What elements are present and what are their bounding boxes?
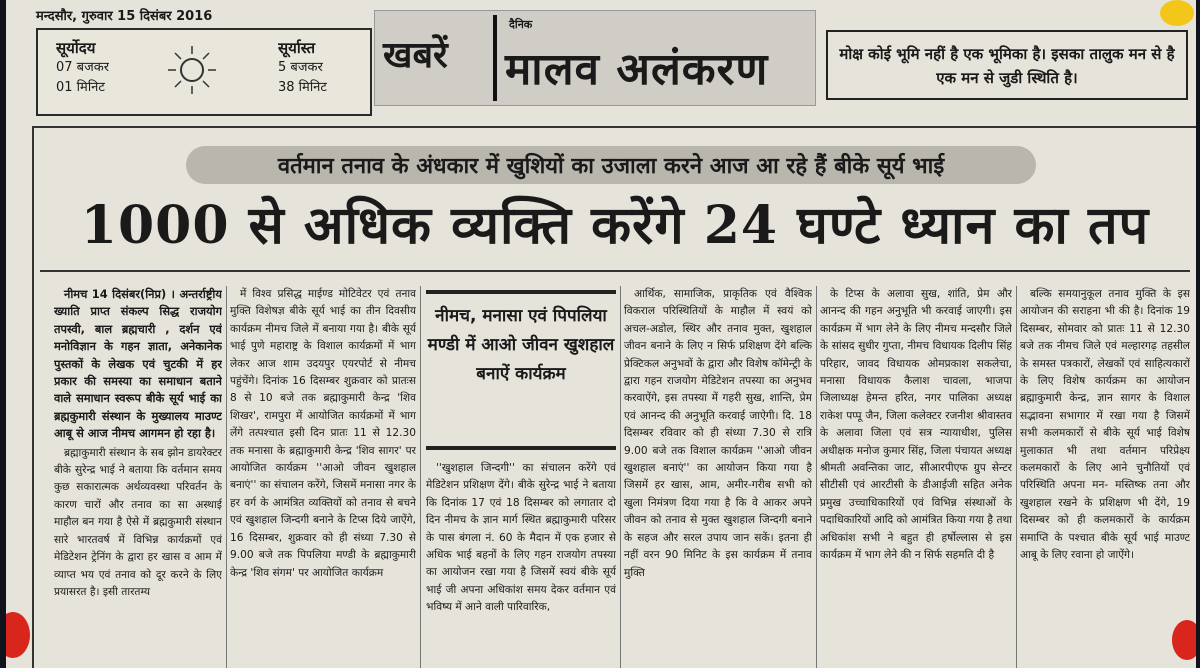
column-divider	[1016, 286, 1017, 668]
masthead-divider	[493, 15, 497, 101]
article-kicker: वर्तमान तनाव के अंधकार में खुशियों का उजाला करने आज आ रहे हैं बीके सूर्य भाई	[186, 146, 1036, 184]
article-column-4	[624, 286, 812, 668]
sunset-time-2: 38 मिनिट	[278, 80, 327, 95]
highlight-box: नीमच, मनासा एवं पिपलिया मण्डी में आओ जीवन खुशहाल बनाऐं कार्यक्रम	[426, 290, 616, 450]
sun-timings-box	[36, 28, 372, 116]
article-column-1-body: ब्रह्माकुमारी संस्थान के सब झोन डायरेक्टर बीके सुरेन्द्र भाई ने बताया कि वर्तमान समय कुछ सकारात्मक अर्थव्यवस्था परिवर्तन के कारण चारों और तनाव का सा अस्थाई माहौल बन गया है ऐसे में ब्रह्मकुमारी संस्थान सारे भारतवर्ष में विभिन्न कार्यक्रमों एवं मेडिटेशन ट्रेनिंग के द्वारा हर खास व आम में व्याप्त भय एवं तनाव को दूर करने के लिए प्रयासरत है। इसी तारतम्य	[54, 446, 222, 598]
masthead	[374, 10, 816, 106]
section-title: खबरें	[383, 34, 448, 76]
masthead-dainik: दैनिक	[509, 18, 533, 31]
article-column-5-body: के टिप्स के अलावा सुख, शांति, प्रेम और आनन्द की गहन अनुभूति भी करवाई जाएगी। इस कार्यक्रम में भाग लेने के लिए नीमच मन्दसौर जिले के सांसद सुधीर गुप्ता, नीमच विधायक दिलीप सिंह परिहार, जावद विधायक ओमप्रकाश सकलेचा, मनासा विधायक कैलाश चावला, भाजपा जिलाध्यक्ष हेमन्त हरित, नगर पालिका अध्यक्ष राकेश पप्पू जैन, जिला कलेक्टर रजनीश श्रीवास्तव के अलावा जिला एवं सत्र न्यायाधीश, पुलिस अधीक्षक मनोज कुमार सिंह, जिला पंचायत अध्यक्ष श्रीमती अवन्तिका जाट, सीआरपीएफ ग्रुप सेन्टर सीटीसी एवं आरटीसी के डीआईजी सहित अनेक प्रमुख उच्चाधिकारियों एवं विभिन्न संस्थाओं के पदाधिकारियों आदि को आमंत्रित किया गया है तथा अधिकांश सभी ने बहुत ही हर्षोल्लास से इस कार्यक्रम में भाग लेने की न सिर्फ सहमति दी है	[820, 288, 1012, 562]
article-column-2-body: में विश्व प्रसिद्ध माईण्ड मोटिवेटर एवं तनाव मुक्ति विशेषज्ञ बीके सूर्य भाई का तीन दिवसीय कार्यक्रम नीमच जिले में बनाया गया है। बीके सूर्य भाई पुणे महाराष्ट्र के विशाल कार्यक्रमों में भाग लेकर आज शाम उदयपुर एयरपोर्ट से नीमच पहुंचेंगे। दिनांक 16 दिसम्बर शुक्रवार को प्रातःस 8 से 10 बजे तक ब्रह्माकुमारी केन्द्र 'शिव शिखर', रामपुरा में आयोजित कार्यक्रमों में भाग लेंगे तत्पश्चात इसी दिन प्रातः 11 से 12.30 तक मनासा के ब्रह्माकुमारी केन्द्र 'शिव सागर' पर आयोजित कार्यक्रम ''आओ जीवन खुशहाल बनाएं'' का संचालन करेंगे, जिसमें मनासा नगर के हर वर्ग के आमंत्रित व्यक्तियों को तनाव से बचने एवं खुशहाल जिन्दगी बनाने के टिप्स दिये जाऐंगे, 16 दिसम्बर, शुक्रवार को ही संध्या 7.30 से 9.00 बजे तक पिपलिया मण्डी के ब्रह्माकुमारी केन्द्र 'शिव संगम' पर आयोजित कार्यक्रम	[230, 288, 416, 579]
article-column-6-body: बल्कि समयानुकूल तनाव मुक्ति के इस आयोजन की सराहना भी की है। दिनांक 19 दिसम्बर, सोमवार को प्रातः 11 से 12.30 बजे तक नीमच जिले एवं मल्हारगढ़ तहसील के समस्त पत्रकारों, लेखकों एवं साहित्यकारों के लिए विशेष कार्यक्रम का आयोजन ब्रह्माकुमारी केन्द्र, ज्ञान सागर के विशाल सद्भावना सभागार में रखा गया है जिसमें सभी कलमकारों से बीके सूर्य भाई विशेष मुलाकात भी तथा वर्तमान परिप्रेक्ष्य कलमकारों के लिए आने चुनौतियों एवं परिस्थिति अपना मन- मस्तिष्क तना और खुशहाल रखने के प्रशिक्षण भी देंगे, 19 दिसम्बर को ही कलमकारों के कार्यक्रम समाप्ति के पश्चात बीके सूर्य भाई माउण्ट आबू के लिए रवाना हो जाऐंगे।	[1020, 288, 1190, 562]
article-column-3	[426, 460, 616, 668]
column-divider	[420, 286, 421, 668]
sunrise-block	[56, 38, 109, 98]
newspaper-name: मालव अलंकरण	[505, 44, 769, 95]
sunrise-time-1: 07 बजकर	[56, 60, 110, 75]
quote-box: मोक्ष कोई भूमि नहीं है एक भूमिका है। इसका तालुक मन से है एक मन से जुडी स्थिति है।	[826, 30, 1188, 100]
sun-icon	[166, 44, 218, 96]
article-column-3-body: ''खुशहाल जिन्दगी'' का संचालन करेंगे एवं मेडिटेशन प्रशिक्षण देंगे। बीके सुरेन्द्र भाई ने बताया कि दिनांक 17 एवं 18 दिसम्बर को लगातार दो दिन नीमच के ज्ञान मार्ग स्थित ब्रह्माकुमारी परिसर के पास बंगला नं. 60 के मैदान में एक हजार से अधिक भाई बहनों के लिए गहन राजयोग तपस्या का आयोजन रखा गया है जिसमें स्वयं बीके सूर्य भाई जी अपना अधिकांश समय देकर वर्तमान एवं भविष्य में आने वाली पारिवारिक,	[426, 462, 616, 614]
article-column-1	[54, 286, 222, 668]
article-column-4-body: आर्थिक, सामाजिक, प्राकृतिक एवं वैश्विक विकराल परिस्थितियों के माहौल में स्वयं को अचल-अडोल, स्थिर और तनाव मुक्त, खुशहाल जीवन बनाने के लिए न सिर्फ प्रशिक्षण देंगे बल्कि प्रेक्टिकल अनुभवों के द्वारा और विशेष कॉमेन्ट्री के द्वारा गहन राजयोग मेडिटेशन तपस्या का अनुभव करवाऐंगे, इस तपस्या में गहरी सुख, शान्ति, प्रेम एवं आनन्द की अनुभूति करवाई जाऐगी। दि. 18 दिसम्बर रविवार को ही संध्या 7.30 से रात्रि 9.00 बजे तक विशाल कार्यक्रम ''आओ जीवन खुशहाल बनाएं'' का आयोजन किया गया है जिसमें हर खास, आम, अमीर-गरीब सभी को खुला निमंत्रण दिया गया है कि वे आकर अपने जीवन को तनाव से मुक्त खुशहाल जिन्दगी बनाने के सहज और सरल उपाय जान सकें। इतना ही नहीं वरन 90 मिनिट के इस कार्यक्रम में तनाव मुक्ति	[624, 288, 812, 579]
article-column-2	[230, 286, 416, 668]
headline-rule	[40, 270, 1190, 272]
article-column-6	[1020, 286, 1190, 668]
column-divider	[226, 286, 227, 668]
dateline: मन्दसौर, गुरुवार 15 दिसंबर 2016	[36, 9, 213, 24]
sunset-time-1: 5 बजकर	[278, 60, 323, 75]
yellow-pin	[1160, 0, 1194, 26]
column-divider	[816, 286, 817, 668]
sunrise-time-2: 01 मिनिट	[56, 80, 105, 95]
sunset-label: सूर्यास्त	[278, 39, 316, 57]
article-column-5	[820, 286, 1012, 668]
red-pin-left	[6, 612, 30, 658]
column-divider	[620, 286, 621, 668]
article-headline: 1000 से अधिक व्यक्ति करेंगे 24 घण्टे ध्यान का तप	[80, 195, 1150, 256]
article-lead: नीमच 14 दिसंबर(निप्र) । अन्तर्राष्ट्रीय ख्याति प्राप्त संकल्प सिद्ध राजयोग तपस्वी, बाल ब्रह्मचारी , दर्शन एवं मनोविज्ञान के गहन ज्ञाता, अनेकानेक पुस्तकों के लेखक एवं चुटकी में हर प्रकार की समस्या का समाधान बताने वाले समाधान स्वरूप बीके सूर्य भाई का ब्रह्मकुमारी संस्थान के मुख्यालय माउण्ट आबू से आज नीमच आगमन हो रहा है।	[54, 287, 222, 441]
sunset-block	[278, 38, 327, 98]
newspaper-page	[6, 0, 1196, 668]
sunrise-label: सूर्योदय	[56, 39, 96, 57]
